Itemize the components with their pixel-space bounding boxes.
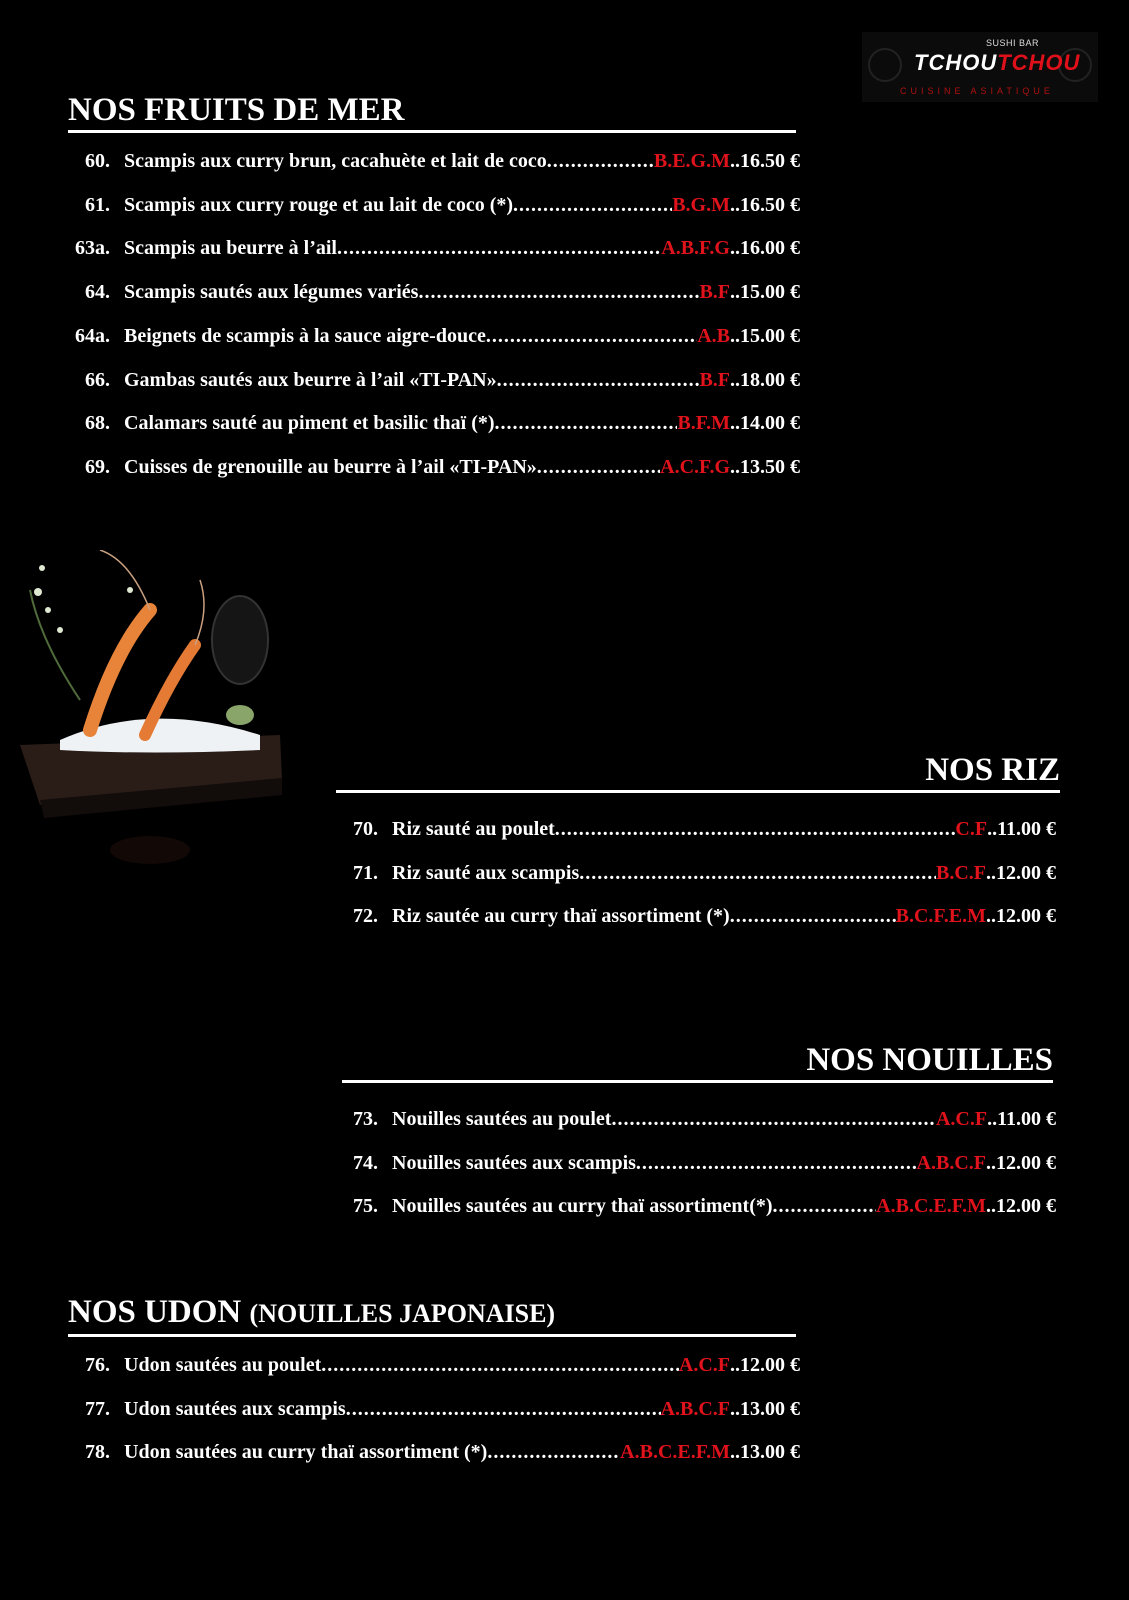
menu-item-separator: .. [730,194,740,216]
menu-item-leader-dots [537,456,660,479]
menu-item-separator: .. [730,325,740,347]
menu-item [62,281,800,307]
logo-decoration-left [868,48,902,82]
menu-item-name: Nouilles sautées aux scampis [392,1152,636,1174]
menu-item-name: Scampis au beurre à l’ail [124,237,337,259]
menu-item-number: 76. [85,1354,110,1376]
logo-subtitle: CUISINE ASIATIQUE [900,86,1054,96]
menu-item-separator: .. [730,412,740,434]
menu-item-allergens: B.F [699,281,730,303]
menu-item-leader-dots [497,369,700,392]
menu-item-separator: .. [986,1195,996,1217]
menu-item-leader-dots [611,1108,936,1131]
menu-item [62,325,800,351]
menu-item-allergens: A.B.C.E.F.M [876,1195,986,1217]
logo-name-part1: TCHOU [914,50,998,75]
menu-item-name: Udon sautées au poulet [124,1354,322,1376]
shrimp-dish-photo [20,550,290,910]
menu-item-allergens: A.B.C.E.F.M [620,1441,730,1463]
menu-item-number: 74. [353,1152,378,1174]
menu-item [62,194,800,220]
menu-item-name: Calamars sauté au piment et basilic thaï (*) [124,412,495,434]
menu-item-leader-dots [321,1354,679,1377]
menu-item-separator: .. [987,818,998,840]
menu-item-leader-dots [418,281,699,304]
menu-item-number: 64a. [75,325,110,347]
menu-item-name: Scampis aux curry brun, cacahuète et lait de coco [124,150,547,172]
section-title-udon-main: NOS UDON [68,1294,250,1330]
menu-item-price: 12.00 € [996,1195,1056,1217]
menu-item-number: 73. [353,1108,378,1130]
menu-item [336,1108,1056,1134]
menu-item [336,862,1056,888]
restaurant-logo [862,32,1098,102]
menu-item-price: 12.00 € [740,1354,800,1376]
menu-item-allergens: B.F.M [677,412,730,434]
menu-item [62,237,800,263]
menu-item-name: Udon sautées au curry thaï assortiment (*) [124,1441,488,1463]
logo-tagline: SUSHI BAR [986,38,1040,48]
menu-item-leader-dots [555,818,956,841]
menu-item [336,905,1056,931]
menu-item-leader-dots [773,1195,877,1218]
menu-item-name: Cuisses de grenouille au beurre à l’ail «TI-PAN» [124,456,537,478]
menu-item-price: 13.00 € [740,1441,800,1463]
menu-item-separator: .. [730,281,740,303]
menu-item [336,818,1056,844]
section-title-riz: NOS RIZ [336,752,1060,793]
menu-item-price: 12.00 € [996,1152,1056,1174]
menu-item [62,150,800,176]
menu-item [62,412,800,438]
menu-item-name: Nouilles sautées au curry thaï assortiment(*) [392,1195,773,1217]
menu-item [62,456,800,482]
menu-item-name: Scampis aux curry rouge et au lait de coco (*) [124,194,514,216]
section-title-udon [68,1294,796,1337]
menu-item-price: 18.00 € [740,369,800,391]
menu-item-allergens: B.E.G.M [653,150,730,172]
menu-item-separator: .. [730,1441,740,1463]
menu-item-number: 68. [85,412,110,434]
menu-item-price: 13.50 € [740,456,800,478]
menu-item-separator: .. [986,905,996,927]
menu-item-price: 16.00 € [740,237,800,259]
menu-item-price: 14.00 € [740,412,800,434]
section-title-fruits-de-mer: NOS FRUITS DE MER [68,92,796,133]
menu-item-allergens: B.C.F.E.M [895,905,986,927]
menu-item-separator: .. [730,150,740,172]
menu-item-price: 11.00 € [997,1108,1056,1130]
menu-item-allergens: A.B.C.F [660,1398,730,1420]
menu-item-allergens: C.F [955,818,988,840]
menu-item-price: 13.00 € [740,1398,800,1420]
menu-item-name: Scampis sautés aux légumes variés [124,281,419,303]
menu-item-number: 75. [353,1195,378,1217]
menu-item-number: 63a. [75,237,110,259]
menu-item-separator: .. [730,369,740,391]
menu-item-separator: .. [730,1354,740,1376]
menu-item-separator: .. [730,1398,740,1420]
menu-item-leader-dots [487,1441,620,1464]
menu-item-name: Gambas sautés aux beurre à l’ail «TI-PAN» [124,369,497,391]
menu-item-number: 72. [353,905,378,927]
menu-item-allergens: A.B.F.G [661,237,730,259]
menu-item-name: Beignets de scampis à la sauce aigre-douce [124,325,486,347]
menu-item-price: 15.00 € [740,281,800,303]
menu-item-allergens: A.B.C.F [916,1152,986,1174]
menu-item-name: Riz sauté aux scampis [392,862,580,884]
menu-item [62,1441,800,1467]
menu-item-leader-dots [547,150,654,173]
menu-item [336,1152,1056,1178]
menu-item-price: 16.50 € [740,194,800,216]
menu-item-separator: .. [986,862,996,884]
menu-item-allergens: A.C.F [678,1354,730,1376]
menu-item-number: 70. [353,818,378,840]
section-title-udon-subtitle: (NOUILLES JAPONAISE) [249,1299,556,1328]
menu-item-leader-dots [730,905,896,928]
menu-item-allergens: A.C.F [935,1108,988,1130]
menu-item-price: 11.00 € [997,818,1056,840]
menu-item-separator: .. [730,456,740,478]
menu-item-separator: .. [987,1108,998,1130]
menu-item-allergens: A.B [697,325,730,347]
menu-item [62,1354,800,1380]
menu-item-name: Riz sautée au curry thaï assortiment (*) [392,905,730,927]
menu-item-number: 71. [353,862,378,884]
menu-item-number: 64. [85,281,110,303]
menu-item-number: 69. [85,456,110,478]
section-title-nouilles: NOS NOUILLES [342,1042,1053,1083]
menu-item-price: 12.00 € [996,905,1056,927]
menu-item-allergens: B.C.F [936,862,986,884]
menu-item [62,369,800,395]
menu-item-number: 78. [85,1441,110,1463]
menu-item-leader-dots [346,1398,661,1421]
menu-item-number: 77. [85,1398,110,1420]
menu-item-leader-dots [337,237,661,260]
menu-item-leader-dots [636,1152,917,1175]
menu-item-number: 66. [85,369,110,391]
logo-name [914,50,1080,76]
menu-item-name: Udon sautées aux scampis [124,1398,346,1420]
logo-name-part2: TCHOU [997,50,1081,75]
menu-item-allergens: B.G.M [672,194,730,216]
menu-item [336,1195,1056,1221]
menu-item-number: 60. [85,150,110,172]
menu-item-price: 15.00 € [740,325,800,347]
menu-item-allergens: A.C.F.G [660,456,730,478]
menu-item-name: Nouilles sautées au poulet [392,1108,612,1130]
menu-item-leader-dots [513,194,672,217]
menu-item-price: 12.00 € [996,862,1056,884]
menu-item-number: 61. [85,194,110,216]
menu-item-separator: .. [986,1152,996,1174]
menu-item [62,1398,800,1424]
menu-item-leader-dots [579,862,936,885]
menu-item-leader-dots [495,412,678,435]
menu-item-name: Riz sauté au poulet [392,818,555,840]
menu-item-allergens: B.F [699,369,730,391]
menu-item-price: 16.50 € [740,150,800,172]
menu-item-separator: .. [730,237,740,259]
menu-item-leader-dots [486,325,697,348]
